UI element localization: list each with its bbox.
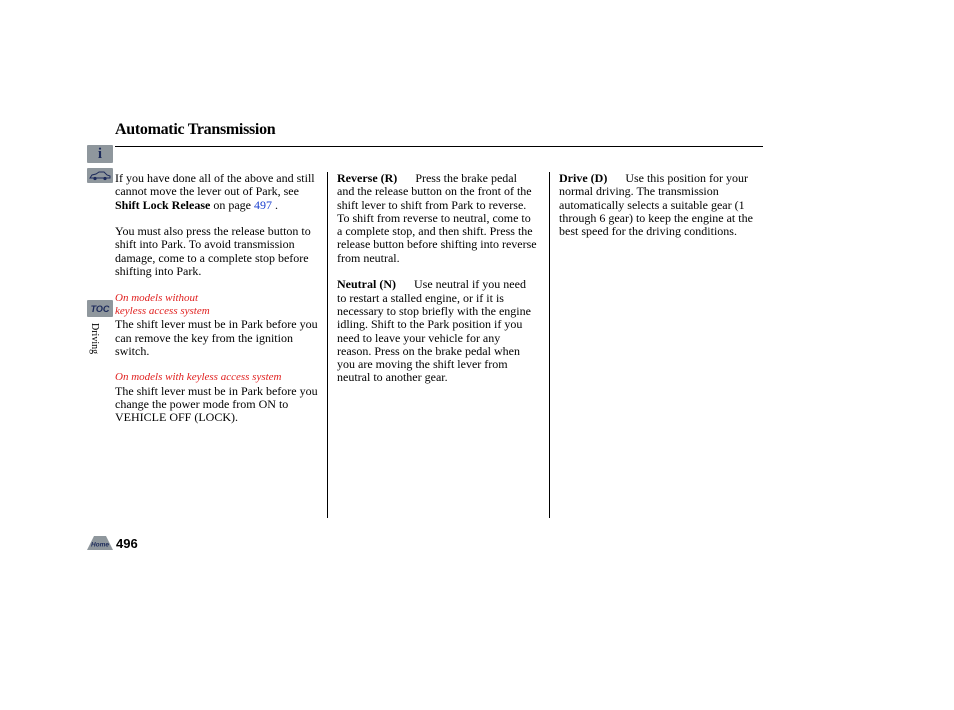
- text: If you have done all of the above and still cannot move the lever out of Park, see: [115, 171, 315, 199]
- home-icon: [87, 535, 113, 551]
- car-icon-shape: [89, 170, 111, 181]
- reverse-heading: Reverse (R): [337, 171, 398, 185]
- reverse-section: [337, 172, 537, 265]
- reverse-text: Press the brake pedal and the release button on the front of the shift lever to shift from Park to reverse. To shift from reverse to neutral, come to a complete stop, and then shift. Press the release button before shifting into reverse from neutral.: [337, 171, 537, 265]
- home-label: Home: [90, 541, 110, 549]
- column-3: [559, 172, 764, 252]
- drive-text: Use this position for your normal driving. The transmission automatically selects a suitable gear (1 through 6 gear) to keep the engine at the best speed for the driving conditions.: [559, 171, 753, 239]
- page-link-497[interactable]: 497: [253, 197, 272, 212]
- neutral-heading: Neutral (N): [337, 277, 396, 292]
- model-note-with-keyless: On models with keyless access system: [115, 371, 282, 384]
- text: .: [271, 197, 278, 212]
- section-label: Driving: [89, 323, 100, 355]
- column-1: [115, 172, 323, 438]
- text: on page: [210, 197, 254, 212]
- paragraph-power-mode: The shift lever must be in Park before you change the power mode from ON to VEHICLE OFF (LOCK).: [115, 383, 318, 425]
- drive-section: [559, 172, 764, 238]
- car-icon[interactable]: [87, 168, 113, 183]
- neutral-text: Use neutral if you need to restart a stalled engine, or if it is necessary to stop briefly with the engine idling. Shift to the Park position if you need to leave your vehicle for any reason. Press on the brake pedal when you are moving the shift lever from neutral to another gear.: [337, 277, 531, 385]
- paragraph-key-removal: The shift lever must be in Park before you can remove the key from the ignition switch.: [115, 317, 318, 358]
- shift-lock-release-ref: Shift Lock Release: [115, 197, 211, 212]
- paragraph-shift-lock: [115, 172, 323, 212]
- page-title: Automatic Transmission: [115, 121, 276, 138]
- column-divider-1: [327, 172, 328, 518]
- neutral-section: [337, 278, 537, 384]
- column-divider-2: [549, 172, 550, 518]
- paragraph-release-button: You must also press the release button to shift into Park. To avoid transmission damage, come to a complete stop before shifting into Park.: [115, 224, 311, 279]
- column-2: [337, 172, 537, 398]
- drive-heading: Drive (D): [559, 171, 608, 185]
- info-icon-glyph: i: [97, 145, 103, 162]
- toc-button[interactable]: [87, 300, 113, 317]
- home-button[interactable]: [87, 535, 113, 551]
- model-note-without-keyless-2: keyless access system: [115, 304, 210, 317]
- title-divider: [115, 146, 763, 147]
- toc-label: TOC: [90, 303, 110, 314]
- page-number: 496: [116, 536, 138, 551]
- model-note-without-keyless-1: On models without: [115, 291, 199, 304]
- info-icon[interactable]: [87, 145, 113, 163]
